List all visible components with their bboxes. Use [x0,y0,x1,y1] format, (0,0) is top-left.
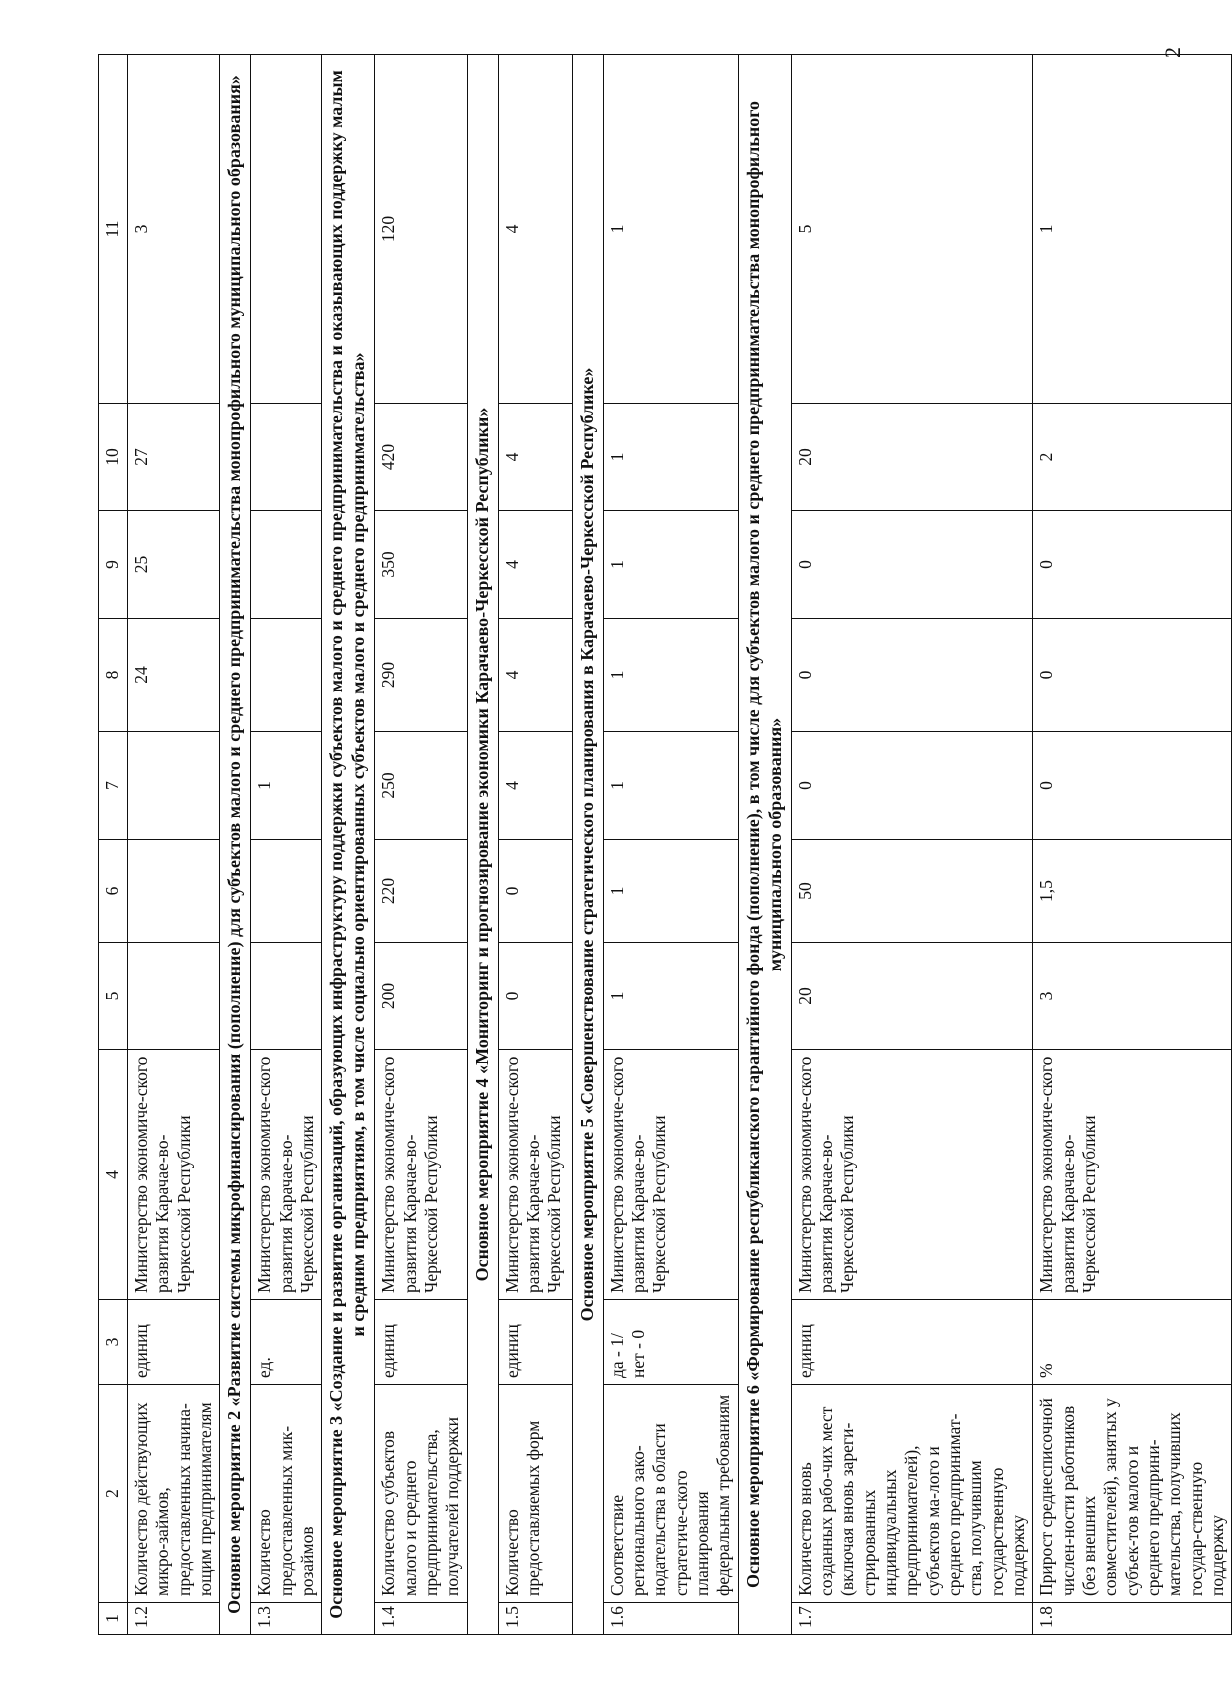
column-header: 2 [99,1385,128,1603]
row-number: 1.3 [251,1603,322,1635]
header-row [99,55,128,1635]
value-col6 [128,840,220,943]
value-col5: 0 [498,943,572,1050]
value-col9: 0 [791,511,1033,619]
section-row [738,55,791,1635]
section-title: Основное мероприятие 2 «Развитие системы микрофинансирования (пополнение) для субъектов малого и среднего предпринимательства монопрофильного муниципального образования» [220,55,251,1635]
value-col11: 120 [375,55,467,404]
value-col9: 1 [603,511,738,619]
value-col10: 20 [791,404,1033,511]
unit: да - 1/ нет - 0 [603,1300,738,1385]
unit: единиц [128,1300,220,1385]
column-header: 3 [99,1300,128,1385]
table-row [1033,55,1232,1635]
table-row [603,55,738,1635]
responsible-executor: Министерство экономиче-ского развития Карачае-во-Черкесской Республики [791,1050,1033,1300]
column-header: 11 [99,55,128,404]
unit: % [1033,1300,1232,1385]
value-col6 [251,840,322,943]
value-col11: 4 [498,55,572,404]
value-col5: 20 [791,943,1033,1050]
indicator-name: Соответствие регионального зако-нодательства в области стратегиче-ского планирования федеральным требованиям [603,1385,738,1603]
value-col10 [251,404,322,511]
section-row [572,55,603,1635]
value-col5 [128,943,220,1050]
section-row [220,55,251,1635]
value-col8: 4 [498,619,572,732]
value-col11: 3 [128,55,220,404]
landscape-content [98,55,1228,1635]
value-col8: 290 [375,619,467,732]
unit: единиц [791,1300,1033,1385]
table-row [791,55,1033,1635]
unit: единиц [375,1300,467,1385]
value-col11: 5 [791,55,1033,404]
column-header: 9 [99,511,128,619]
value-col10: 4 [498,404,572,511]
responsible-executor: Министерство экономиче-ского развития Карачае-во-Черкесской Республики [498,1050,572,1300]
unit: единиц [498,1300,572,1385]
column-header: 5 [99,943,128,1050]
value-col9: 25 [128,511,220,619]
table-row [251,55,322,1635]
value-col9 [251,511,322,619]
row-number: 1.6 [603,1603,738,1635]
table-row [498,55,572,1635]
value-col7: 250 [375,732,467,840]
value-col9: 4 [498,511,572,619]
value-col11: 1 [603,55,738,404]
column-header: 8 [99,619,128,732]
section-row [467,55,498,1635]
value-col7: 0 [791,732,1033,840]
row-number: 1.5 [498,1603,572,1635]
value-col8: 24 [128,619,220,732]
value-col5 [251,943,322,1050]
value-col10: 1 [603,404,738,511]
value-col6: 1 [603,840,738,943]
indicators-table [98,54,1232,1635]
value-col8: 0 [791,619,1033,732]
responsible-executor: Министерство экономиче-ского развития Карачае-во-Черкесской Республики [128,1050,220,1300]
value-col8 [251,619,322,732]
indicator-name: Количество вновь созданных рабо-чих мест (включая вновь зареги-стрированных индивидуальных предпринимателей), субъектов ма-лого и среднего предпринимат-ства, получившим государственную поддержку [791,1385,1033,1603]
indicator-name: Количество предоставленных мик-розаймов [251,1385,322,1603]
table-row [128,55,220,1635]
indicator-name: Количество действующих микро-займов, предоставленных начина-ющим предпринимателям [128,1385,220,1603]
section-title: Основное мероприятие 5 «Совершенствование стратегического планирования в Карачаево-Черкесской Республике» [572,55,603,1635]
value-col10: 27 [128,404,220,511]
value-col11: 1 [1033,55,1232,404]
value-col11 [251,55,322,404]
column-header: 1 [99,1603,128,1635]
responsible-executor: Министерство экономиче-ского развития Карачае-во-Черкесской Республики [251,1050,322,1300]
column-header: 7 [99,732,128,840]
value-col6: 0 [498,840,572,943]
table-body [128,55,1232,1635]
value-col6: 50 [791,840,1033,943]
unit: ед. [251,1300,322,1385]
value-col7: 0 [1033,732,1232,840]
column-header: 10 [99,404,128,511]
row-number: 1.4 [375,1603,467,1635]
column-header: 6 [99,840,128,943]
value-col9: 350 [375,511,467,619]
value-col10: 2 [1033,404,1232,511]
row-number: 1.2 [128,1603,220,1635]
value-col7: 1 [251,732,322,840]
value-col8: 1 [603,619,738,732]
row-number: 1.7 [791,1603,1033,1635]
value-col5: 200 [375,943,467,1050]
value-col10: 420 [375,404,467,511]
section-row [322,55,375,1635]
value-col8: 0 [1033,619,1232,732]
value-col6: 1,5 [1033,840,1232,943]
rotated-sheet [98,55,1228,1635]
value-col9: 0 [1033,511,1232,619]
page-number: 2 [1160,47,1185,58]
indicator-name: Количество субъектов малого и среднего предпринимательства, получателей поддержки [375,1385,467,1603]
responsible-executor: Министерство экономиче-ского развития Карачае-во-Черкесской Республики [1033,1050,1232,1300]
table-row [375,55,467,1635]
responsible-executor: Министерство экономиче-ского развития Карачае-во-Черкесской Республики [375,1050,467,1300]
section-title: Основное мероприятие 6 «Формирование республиканского гарантийного фонда (пополнение), в том числе для субъектов малого и среднего предпринимательства монопрофильного муниципального образования» [738,55,791,1635]
section-title: Основное мероприятие 3 «Создание и развитие организаций, образующих инфраструктуру поддержки субъектов малого и среднего предпринимательства и оказывающих поддержку малым и средним предприятиям, в том числе социально ориентированных субъектов малого и среднего предпринимательства» [322,55,375,1635]
value-col7: 1 [603,732,738,840]
responsible-executor: Министерство экономиче-ского развития Карачае-во-Черкесской Республики [603,1050,738,1300]
value-col5: 1 [603,943,738,1050]
column-header: 4 [99,1050,128,1300]
row-number: 1.8 [1033,1603,1232,1635]
section-title: Основное мероприятие 4 «Мониторинг и прогнозирование экономики Карачаево-Черкесской Республики» [467,55,498,1635]
indicator-name: Количество предоставляемых форм [498,1385,572,1603]
value-col7: 4 [498,732,572,840]
value-col6: 220 [375,840,467,943]
value-col5: 3 [1033,943,1232,1050]
value-col7 [128,732,220,840]
indicator-name: Прирост среднесписочной числен-ности работников (без внешних совместителей), занятых у субъек-тов малого и среднего предприни-мательства, получивших государ-ственную поддержку [1033,1385,1232,1603]
